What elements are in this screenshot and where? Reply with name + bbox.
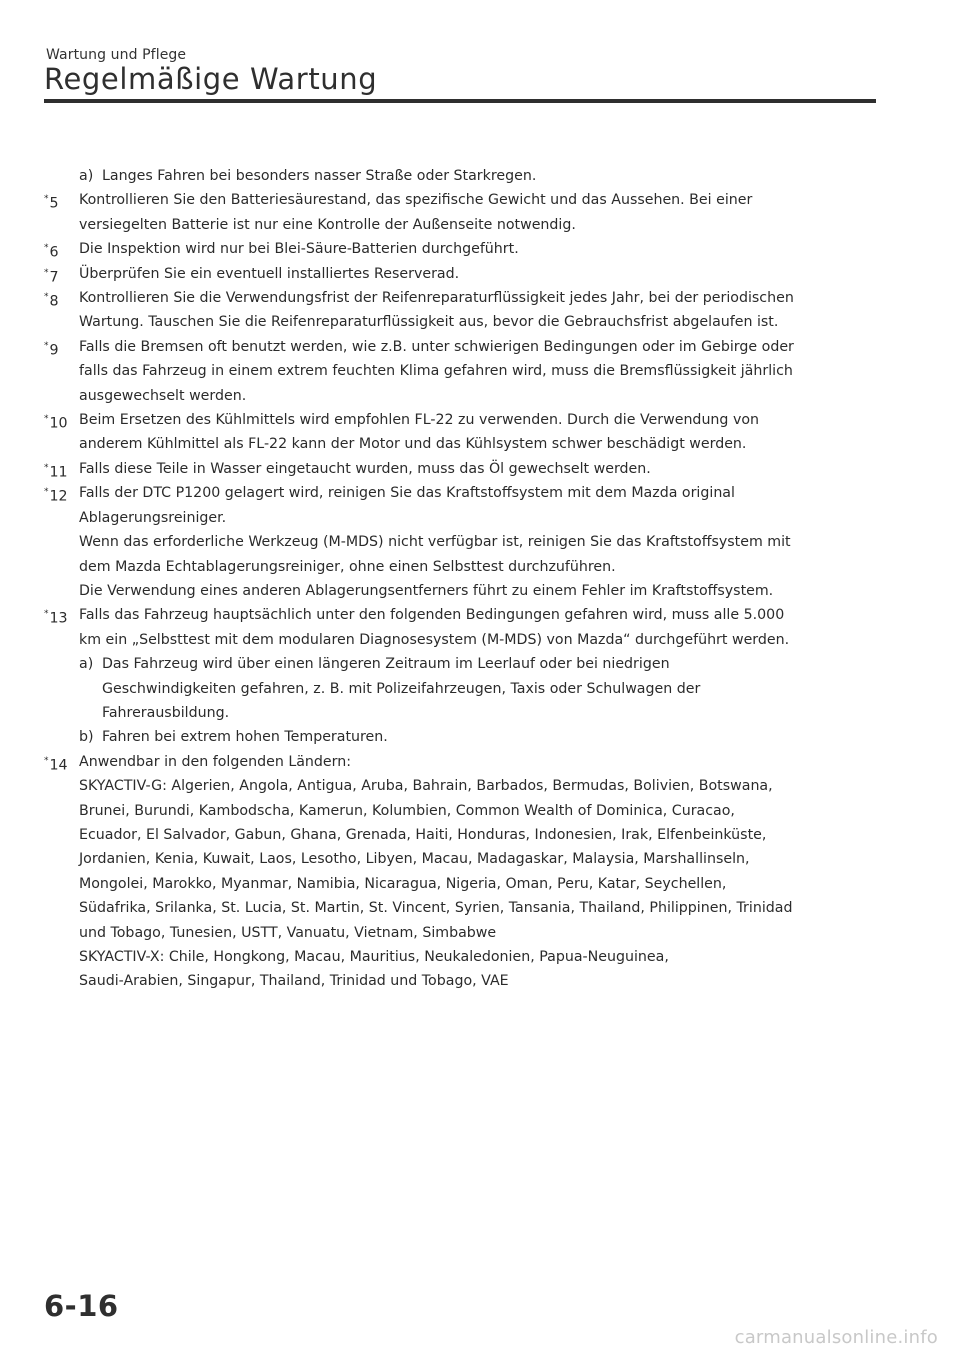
footnote-index: 6: [49, 244, 59, 261]
footnote-8: [44, 286, 876, 335]
footnote-line: Beim Ersetzen des Kühlmittels wird empfohlen FL-22 zu verwenden. Durch die Verwendung von: [79, 412, 760, 429]
footnote-9: [44, 335, 876, 408]
footnotes-list: [44, 164, 876, 994]
footnote-line: Ablagerungsreiniger.: [79, 509, 227, 526]
footnote-asterisk: *: [44, 340, 49, 351]
footnote-13: [44, 603, 876, 652]
footnote-6: [44, 237, 876, 261]
footnote-index: 7: [49, 269, 59, 286]
footnote-asterisk: *: [44, 292, 49, 303]
footnote-10: [44, 408, 876, 457]
footnote-asterisk: *: [44, 414, 49, 425]
footnote-7: [44, 262, 876, 286]
footnote-line: Brunei, Burundi, Kambodscha, Kamerun, Kolumbien, Common Wealth of Dominica, Curacao,: [79, 802, 735, 819]
footnote-5: [44, 188, 876, 237]
footnote-line: Falls der DTC P1200 gelagert wird, reinigen Sie das Kraftstoffsystem mit dem Mazda original: [79, 485, 735, 502]
footnote-line: Wartung. Tauschen Sie die Reifenreparaturflüssigkeit aus, bevor die Gebrauchsfrist abgelaufen ist.: [79, 314, 779, 331]
footnote-number: [44, 603, 68, 631]
footnote-14: [44, 750, 876, 994]
footnote-number: [44, 335, 59, 363]
footnote-index: 11: [49, 464, 68, 481]
footnote-line: Mongolei, Marokko, Myanmar, Namibia, Nicaragua, Nigeria, Oman, Peru, Katar, Seychellen,: [79, 875, 727, 892]
sub-item-label: a): [79, 656, 94, 673]
sub-item-line: Das Fahrzeug wird über einen längeren Zeitraum im Leerlauf oder bei niedrigen: [102, 656, 670, 673]
footnote-line: Jordanien, Kenia, Kuwait, Laos, Lesotho, Libyen, Macau, Madagaskar, Malaysia, Marshallinseln,: [79, 851, 750, 868]
footnote-line: SKYACTIV-X: Chile, Hongkong, Macau, Mauritius, Neukaledonien, Papua-Neuguinea,: [79, 949, 669, 965]
footnote-line: Südafrika, Srilanka, St. Lucia, St. Martin, St. Vincent, Syrien, Tansania, Thailand, Philippinen, Trinidad: [79, 900, 793, 917]
section-label: Wartung und Pflege: [46, 47, 187, 63]
footnote-line: ausgewechselt werden.: [79, 387, 247, 404]
sub-item-line: Fahrerausbildung.: [102, 704, 230, 721]
footnote-line: Kontrollieren Sie die Verwendungsfrist der Reifenreparaturflüssigkeit jedes Jahr, bei der periodischen: [79, 290, 794, 307]
footnote-number: [44, 481, 68, 509]
footnote-line: Falls diese Teile in Wasser eingetaucht wurden, muss das Öl gewechselt werden.: [79, 460, 651, 477]
footnote-line: Saudi-Arabien, Singapur, Thailand, Trinidad und Tobago, VAE: [79, 973, 509, 990]
footnote-line: anderem Kühlmittel als FL-22 kann der Motor und das Kühlsystem schwer beschädigt werden.: [79, 436, 747, 453]
footnote-line: Falls das Fahrzeug hauptsächlich unter den folgenden Bedingungen gefahren wird, muss alle 5.000: [79, 607, 785, 624]
footnote-number: [44, 188, 59, 216]
footnote-line: Die Inspektion wird nur bei Blei-Säure-Batterien durchgeführt.: [79, 241, 519, 258]
footnote-line: versiegelten Batterie ist nur eine Kontrolle der Außenseite notwendig.: [79, 216, 576, 233]
sub-item-continued: [44, 164, 876, 188]
footnote-line: Kontrollieren Sie den Batteriesäurestand, das spezifische Gewicht und das Aussehen. Bei einer: [79, 192, 753, 209]
footnote-line: Ecuador, El Salvador, Gabun, Ghana, Grenada, Haiti, Honduras, Indonesien, Irak, Elfenbeinküste,: [79, 826, 767, 843]
footnote-line: km ein „Selbsttest mit dem modularen Diagnosesystem (M-MDS) von Mazda“ durchgeführt werden.: [79, 631, 790, 648]
footnote-line: und Tobago, Tunesien, USTT, Vanuatu, Vietnam, Simbabwe: [79, 924, 497, 941]
page-number: 6-16: [44, 1289, 119, 1323]
footnote-line: Überprüfen Sie ein eventuell installiertes Reserverad.: [79, 265, 460, 282]
footnote-line: Falls die Bremsen oft benutzt werden, wie z.B. unter schwierigen Bedingungen oder im Gebirge oder: [79, 338, 794, 355]
watermark: carmanualsonline.info: [734, 1327, 938, 1348]
footnote-asterisk: *: [44, 609, 49, 620]
sub-item-line: Geschwindigkeiten gefahren, z. B. mit Polizeifahrzeugen, Taxis oder Schulwagen der: [102, 680, 701, 697]
footnote-number: [44, 750, 68, 778]
footnote-index: 10: [49, 415, 68, 432]
footnote-index: 12: [49, 489, 68, 506]
sub-item: [44, 652, 876, 725]
footnote-asterisk: *: [44, 462, 49, 473]
sub-item-body: [79, 164, 876, 188]
footnote-line: dem Mazda Echtablagerungsreiniger, ohne einen Selbsttest durchzuführen.: [79, 558, 616, 575]
sub-item-line: Fahren bei extrem hohen Temperaturen.: [102, 729, 388, 746]
sub-item-label: a): [79, 168, 94, 184]
page-title: Regelmäßige Wartung: [44, 62, 378, 96]
title-rule: [44, 99, 876, 103]
footnote-number: [44, 286, 59, 314]
sub-item-line: Langes Fahren bei besonders nasser Straße oder Starkregen.: [102, 168, 537, 184]
sub-item-body: [79, 652, 876, 725]
footnote-index: 8: [49, 293, 59, 310]
footnote-line: SKYACTIV-G: Algerien, Angola, Antigua, Aruba, Bahrain, Barbados, Bermudas, Bolivien, Botswana,: [79, 778, 773, 795]
footnote-line: Anwendbar in den folgenden Ländern:: [79, 753, 352, 770]
sub-item: [44, 725, 876, 749]
footnote-asterisk: *: [44, 755, 49, 766]
sub-item-label: b): [79, 729, 94, 746]
footnote-index: 9: [49, 342, 59, 359]
footnote-index: 13: [49, 611, 68, 628]
footnote-11: [44, 457, 876, 481]
sub-item-body: [79, 725, 876, 749]
footnote-asterisk: *: [44, 243, 49, 254]
footnote-line: Die Verwendung eines anderen Ablagerungsentferners führt zu einem Fehler im Kraftstoffsystem.: [79, 582, 774, 599]
footnote-index: 5: [49, 196, 59, 213]
footnote-line: falls das Fahrzeug in einem extrem feuchten Klima gefahren wird, muss die Bremsflüssigkeit jährlich: [79, 363, 793, 380]
footnote-asterisk: *: [44, 194, 49, 205]
footnote-line: Wenn das erforderliche Werkzeug (M-MDS) nicht verfügbar ist, reinigen Sie das Kraftstoffsystem mit: [79, 534, 791, 551]
footnote-asterisk: *: [44, 267, 49, 278]
footnote-index: 14: [49, 757, 68, 774]
footnote-number: [44, 408, 68, 436]
footnote-asterisk: *: [44, 487, 49, 498]
footnote-12: [44, 481, 876, 603]
